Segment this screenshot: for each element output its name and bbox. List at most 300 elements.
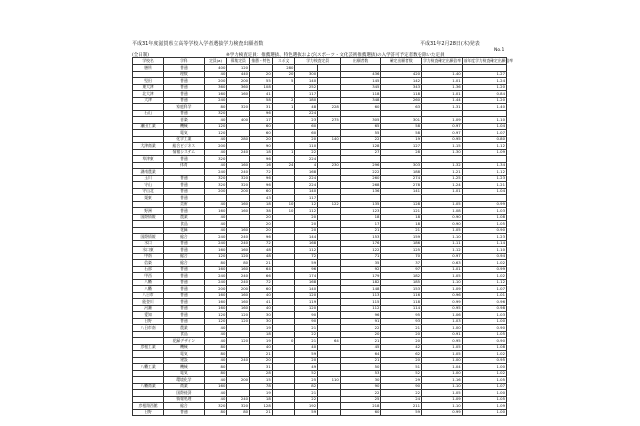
- cap-total-cell: 40: [204, 71, 227, 78]
- dept-cell: 普通: [164, 299, 205, 306]
- ratio-cell: 1.00: [422, 370, 463, 377]
- dept-cell: 食品: [164, 221, 205, 228]
- cap-exam-cell: 22: [295, 396, 318, 403]
- cap-exam-cell: 140: [295, 78, 318, 85]
- ratio-cell: 1.05: [422, 227, 463, 234]
- fixed-cell: 93: [381, 318, 422, 325]
- cap-total-cell: 160: [204, 383, 227, 390]
- ratio-cell: 1.11: [422, 240, 463, 247]
- school-cell: 堅田: [133, 78, 164, 85]
- dept-cell: 総合: [164, 234, 205, 241]
- school-cell: 北大津: [133, 91, 164, 98]
- fixed-cell: 95: [381, 312, 422, 319]
- ratio-prev-cell: 1.01: [462, 292, 506, 299]
- cap-sp-cell: 280: [272, 65, 295, 72]
- cap-total-cell: 160: [204, 91, 227, 98]
- dept-cell: 電気: [164, 370, 205, 377]
- fixed-cell: 420: [381, 71, 422, 78]
- cap-cell: 120: [227, 318, 250, 325]
- cap-total-cell: 320: [204, 403, 227, 410]
- ratio-cell: 1.06: [422, 312, 463, 319]
- cap-exam-cell: 20: [295, 136, 318, 143]
- school-cell: 東大津: [133, 84, 164, 91]
- applicants-cell: 115: [340, 299, 381, 306]
- applicants-cell: 348: [340, 97, 381, 104]
- fixed-cell: 186: [381, 240, 422, 247]
- school-cell: 国際情報: [133, 234, 164, 241]
- dept-cell: 農業: [164, 214, 205, 221]
- applicants-cell: 153: [340, 234, 381, 241]
- applicants-cell: 22: [340, 136, 381, 143]
- col-cap-total: 定員(a): [204, 58, 227, 65]
- ratio-prev-cell: 1.03: [462, 208, 506, 215]
- cap-rec-cell: 96: [250, 175, 273, 182]
- cap-rec-cell: 48: [250, 253, 273, 260]
- ratio-cell: 1.10: [422, 383, 463, 390]
- cap-cell: 240: [227, 149, 250, 156]
- col-cap-rec: 推薦・特色: [251, 58, 271, 63]
- dept-cell: 普通: [164, 292, 205, 299]
- fixed-cell: 278: [381, 182, 422, 189]
- school-cell: 彦根翔西館: [133, 403, 164, 410]
- cap-sp-cell: 1: [272, 149, 295, 156]
- ratio-cell: 1.24: [422, 182, 463, 189]
- school-cell: 草津東: [133, 156, 164, 163]
- cap-cell: 240: [227, 357, 250, 364]
- ratio-cell: 1.16: [422, 377, 463, 384]
- applicants-cell: 128: [340, 143, 381, 150]
- col-cap: 募集定員: [227, 58, 250, 65]
- dept-cell: 普通: [164, 286, 205, 293]
- cap-exam-cell: 59: [295, 260, 318, 267]
- table-header-row: [133, 58, 507, 65]
- fixed-cell: 159: [381, 234, 422, 241]
- cap-sp-cell: 5: [272, 78, 295, 85]
- cap-cell: 160: [227, 299, 250, 306]
- dept-cell: 国際経済: [164, 390, 205, 397]
- ratio-cell: 1.25: [422, 175, 463, 182]
- fixed-cell: 51: [381, 364, 422, 371]
- ratio-prev-cell: 1.07: [462, 383, 506, 390]
- cap-cell: 240: [227, 279, 250, 286]
- school-cell: 玉川: [133, 175, 164, 182]
- ratio-prev-cell: 1.02: [462, 273, 506, 280]
- cap-rec-cell: 20: [250, 71, 273, 78]
- cap-total-cell: 80: [204, 364, 227, 371]
- fixed-cell: 274: [381, 175, 422, 182]
- school-cell: 野洲: [133, 208, 164, 215]
- ratio-prev-cell: 1.02: [462, 260, 506, 267]
- applicants-cell: 90: [340, 383, 381, 390]
- cap-total-cell: 240: [204, 273, 227, 280]
- cap-exam-cell: 21: [295, 338, 318, 345]
- dept-cell: 家庭科学: [164, 104, 205, 111]
- cap-rec-cell: 48: [250, 247, 273, 254]
- ratio-cell: 0.99: [422, 299, 463, 306]
- ratio-cell: 1.36: [422, 84, 463, 91]
- applicants-cell: 21: [340, 338, 381, 345]
- cap-cell: 400: [227, 117, 250, 124]
- applicants-cell: 123: [340, 208, 381, 215]
- cap-total-cell: 320: [204, 156, 227, 163]
- school-cell: 水口東: [133, 247, 164, 254]
- cap-cell: 160: [227, 266, 250, 273]
- applicants-cell: 112: [340, 305, 381, 312]
- exam-capacity-note: ※学力検査定員：推薦選抜、特色選抜および(スポーツ・文化芸術推薦選抜)の入学許可予定者数を除いた定員: [226, 53, 445, 58]
- ratio-cell: 1.01: [422, 78, 463, 85]
- school-cell: 八日市: [133, 292, 164, 299]
- cap-exam-sum-cell: 275: [318, 117, 341, 124]
- cap-exam-sum-cell: [318, 409, 341, 416]
- school-cell: 八幡商業: [133, 383, 164, 390]
- dept-cell: 普通: [164, 65, 205, 72]
- dept-cell: 美術: [164, 201, 205, 208]
- page-number: No.1: [494, 48, 505, 53]
- dept-cell: 普通: [164, 409, 205, 416]
- cap-total-cell: 80: [204, 260, 227, 267]
- ratio-prev-cell: 1.03: [462, 312, 506, 319]
- ratio-prev-cell: 1.40: [462, 104, 506, 111]
- school-cell: 守山北: [133, 188, 164, 195]
- dept-cell: 普通: [164, 188, 205, 195]
- cap-exam-cell: 21: [295, 325, 318, 332]
- dept-cell: 普通: [164, 312, 205, 319]
- cap-total-cell: 40: [204, 136, 227, 143]
- cap-exam-cell: 72: [295, 253, 318, 260]
- fixed-cell: 70: [381, 253, 422, 260]
- cap-total-cell: 40: [204, 390, 227, 397]
- dept-cell: 普通: [164, 318, 205, 325]
- ratio-prev-cell: 0.99: [462, 266, 506, 273]
- cap-rec-cell: 96: [250, 182, 273, 189]
- ratio-prev-cell: 1.05: [462, 396, 506, 403]
- cap-cell: 320: [227, 175, 250, 182]
- cap-total-cell: 320: [204, 110, 227, 117]
- fixed-cell: 90: [381, 383, 422, 390]
- cap-total-cell: 160: [204, 299, 227, 306]
- cap-cell: 280: [227, 136, 250, 143]
- cap-rec-cell: 41: [250, 299, 273, 306]
- cap-exam-cell: 168: [295, 169, 318, 176]
- cap-sp-cell: 10: [272, 201, 295, 208]
- fixed-cell: 118: [381, 299, 422, 306]
- applicants-cell: 260: [340, 175, 381, 182]
- fixed-cell: 18: [381, 221, 422, 228]
- cap-exam-cell: 52: [295, 370, 318, 377]
- school-cell: 大津商業: [133, 143, 164, 150]
- ratio-cell: 1.21: [422, 169, 463, 176]
- applicants-cell: 268: [340, 182, 381, 189]
- ratio-prev-cell: 1.08: [462, 344, 506, 351]
- fixed-cell: 62: [381, 351, 422, 358]
- applicants-cell: 55: [340, 130, 381, 137]
- fixed-cell: 20: [381, 331, 422, 338]
- school-cell: 八幡: [133, 279, 164, 286]
- cap-exam-cell: 82: [295, 383, 318, 390]
- col-ratio: 学力検査確定出願倍率: [423, 58, 462, 63]
- cap-rec-cell: 18: [250, 149, 273, 156]
- dept-cell: 普通: [164, 78, 205, 85]
- applicants-cell: 145: [340, 78, 381, 85]
- ratio-prev-cell: 1.02: [462, 351, 506, 358]
- fixed-cell: 21: [381, 325, 422, 332]
- cap-total-cell: 120: [204, 253, 227, 260]
- cap-rec-cell: 108: [250, 84, 273, 91]
- fixed-cell: 128: [381, 201, 422, 208]
- dept-cell: 食品: [164, 331, 205, 338]
- ratio-cell: 0.97: [422, 130, 463, 137]
- applicants-cell: 91: [340, 318, 381, 325]
- ratio-cell: 1.12: [422, 247, 463, 254]
- fixed-cell: 188: [381, 169, 422, 176]
- ratio-cell: 1.00: [422, 325, 463, 332]
- dept-cell: 普通: [164, 110, 205, 117]
- cap-rec-cell: 20: [250, 221, 273, 228]
- cap-total-cell: 400: [204, 65, 227, 72]
- cap-total-cell: 80: [204, 409, 227, 416]
- cap-cell: 320: [227, 104, 250, 111]
- cap-rec-cell: 58: [250, 97, 273, 104]
- cap-total-cell: 120: [204, 318, 227, 325]
- ratio-cell: 1.01: [422, 266, 463, 273]
- school-cell: 石部: [133, 266, 164, 273]
- cap-exam-cell: 25: [295, 377, 318, 384]
- applicants-cell: 25: [340, 396, 381, 403]
- ratio-cell: 1.04: [422, 364, 463, 371]
- cap-rec-cell: 96: [250, 156, 273, 163]
- fixed-cell: 211: [381, 403, 422, 410]
- cap-rec-cell: 43: [250, 195, 273, 202]
- school-cell: 石山: [133, 110, 164, 117]
- cap-rec-cell: 15: [250, 377, 273, 384]
- dept-cell: 機械: [164, 123, 205, 130]
- dept-cell: 普通: [164, 97, 205, 104]
- school-cell: 八幡工業: [133, 364, 164, 371]
- cap-rec-cell: 20: [250, 214, 273, 221]
- cap-total-cell: 200: [204, 143, 227, 150]
- dept-cell: 普通: [164, 279, 205, 286]
- school-cell: 河瀬: [133, 305, 164, 312]
- ratio-cell: 1.10: [422, 403, 463, 410]
- ratio-cell: 0.63: [422, 260, 463, 267]
- cap-exam-cell: 192: [295, 403, 318, 410]
- cap-total-cell: 320: [204, 182, 227, 189]
- cap-rec-cell: 66: [250, 273, 273, 280]
- cap-rec-cell: 72: [250, 279, 273, 286]
- dept-cell: 花緑デザイン: [164, 338, 205, 345]
- dept-cell: 電気: [164, 351, 205, 358]
- cap-exam-cell: 4: [295, 162, 318, 169]
- ratio-prev-cell: 1.05: [462, 331, 506, 338]
- applicants-cell: 20: [340, 331, 381, 338]
- dept-cell: 普通: [164, 208, 205, 215]
- cap-exam-sum-cell: 140: [318, 136, 341, 143]
- cap-rec-cell: 31: [250, 104, 273, 111]
- col-cap-exam: 学力検査定員: [295, 58, 340, 65]
- ratio-cell: 0.95: [422, 305, 463, 312]
- cap-total-cell: 120: [204, 130, 227, 137]
- applicants-cell: 135: [340, 201, 381, 208]
- cap-rec-cell: 41: [250, 91, 273, 98]
- cap-total-cell: 320: [204, 175, 227, 182]
- fixed-cell: 22: [381, 390, 422, 397]
- ratio-prev-cell: 0.84: [462, 91, 506, 98]
- ratio-cell: 1.09: [422, 286, 463, 293]
- applicants-cell: 17: [340, 221, 381, 228]
- ratio-prev-cell: 1.00: [462, 390, 506, 397]
- cap-exam-cell: 224: [295, 156, 318, 163]
- cap-sp-cell: [272, 409, 295, 416]
- cap-rec-cell: 60: [250, 286, 273, 293]
- applicants-cell: 122: [340, 247, 381, 254]
- school-cell: 八幡: [133, 286, 164, 293]
- ratio-cell: 0.90: [422, 221, 463, 228]
- dept-cell: 普通: [164, 91, 205, 98]
- applicants-cell: 436: [340, 71, 381, 78]
- cap-rec-cell: 40: [250, 344, 273, 351]
- cap-sp-cell: 20: [272, 71, 295, 78]
- fixed-cell: 118: [381, 91, 422, 98]
- cap-rec-cell: 20: [250, 227, 273, 234]
- school-cell: 彦根工業: [133, 344, 164, 351]
- cap-exam-cell: 22: [295, 149, 318, 156]
- applicants-cell: 113: [340, 292, 381, 299]
- applicants-cell: 22: [340, 325, 381, 332]
- cap-cell: 240: [227, 396, 250, 403]
- ratio-prev-cell: 1.09: [462, 403, 506, 410]
- cap-exam-cell: 20: [295, 221, 318, 228]
- cap-rec-cell: 21: [250, 260, 273, 267]
- cap-exam-cell: 60: [295, 123, 318, 130]
- ratio-cell: 1.30: [422, 149, 463, 156]
- fixed-cell: 29: [381, 377, 422, 384]
- cap-rec-cell: 21: [250, 351, 273, 358]
- dept-cell: 情報処理: [164, 396, 205, 403]
- cap-total-cell: 40: [204, 227, 227, 234]
- cap-exam-cell: 140: [295, 286, 318, 293]
- ratio-prev-cell: 0.96: [462, 299, 506, 306]
- cap-rec-cell: 30: [250, 318, 273, 325]
- ratio-cell: 1.32: [422, 162, 463, 169]
- cap-exam-cell: 22: [295, 331, 318, 338]
- cap-exam-cell: 112: [295, 247, 318, 254]
- ratio-cell: 1.10: [422, 279, 463, 286]
- fixed-cell: 19: [381, 136, 422, 143]
- cap-total-cell: 80: [204, 370, 227, 377]
- ratio-cell: 1.09: [422, 396, 463, 403]
- cap-total-cell: 40: [204, 357, 227, 364]
- ratio-cell: 1.05: [422, 390, 463, 397]
- fixed-cell: 58: [381, 123, 422, 130]
- ratio-prev-cell: 0.80: [462, 136, 506, 143]
- applicants-table: [132, 57, 514, 416]
- cap-exam-cell: 168: [295, 279, 318, 286]
- cap-exam-cell: 120: [295, 292, 318, 299]
- applicants-cell: 148: [340, 286, 381, 293]
- applicants-cell: 50: [340, 364, 381, 371]
- ratio-prev-cell: 1.00: [462, 409, 506, 416]
- applicants-cell: 345: [340, 84, 381, 91]
- ratio-prev-cell: 0.94: [462, 253, 506, 260]
- ratio-prev-cell: 1.09: [462, 149, 506, 156]
- cap-total-cell: 240: [204, 279, 227, 286]
- ratio-prev-cell: 1.12: [462, 169, 506, 176]
- cap-total-cell: 120: [204, 123, 227, 130]
- ratio-cell: 0.95: [422, 338, 463, 345]
- col-cap-sp: スポ文: [272, 58, 295, 65]
- applicants-cell: 71: [340, 253, 381, 260]
- applicants-cell: 60: [340, 409, 381, 416]
- ratio-prev-cell: 1.07: [462, 130, 506, 137]
- cap-rec-cell: 72: [250, 169, 273, 176]
- cap-rec-cell: 60: [250, 123, 273, 130]
- cap-cell: 120: [227, 312, 250, 319]
- cap-sp-cell: 10: [272, 208, 295, 215]
- cap-total-cell: 80: [204, 351, 227, 358]
- cap-cell: 200: [227, 286, 250, 293]
- ratio-cell: 0.97: [422, 253, 463, 260]
- cap-total-cell: 200: [204, 286, 227, 293]
- cap-sp-cell: 2: [272, 97, 295, 104]
- ratio-prev-cell: 1.08: [462, 214, 506, 221]
- cap-exam-sum-cell: 122: [318, 201, 341, 208]
- col-applicants: 出願者数: [340, 58, 381, 65]
- section-label: (全日制): [132, 53, 150, 58]
- applicants-cell: 296: [340, 162, 381, 169]
- col-school: 学校名: [133, 58, 164, 65]
- cap-exam-cell: 59: [295, 409, 318, 416]
- cap-exam-cell: 180: [295, 97, 318, 104]
- cap-cell: 360: [227, 84, 250, 91]
- fixed-cell: 59: [381, 409, 422, 416]
- cap-exam-cell: 21: [295, 390, 318, 397]
- applicants-cell: 222: [340, 169, 381, 176]
- dept-cell: 機械: [164, 364, 205, 371]
- applicants-cell: 92: [340, 266, 381, 273]
- dept-cell: 普通: [164, 84, 205, 91]
- cap-cell: 200: [227, 188, 250, 195]
- ratio-prev-cell: 1.21: [462, 182, 506, 189]
- cap-cell: 200: [227, 78, 250, 85]
- cap-sp-cell: 24: [272, 162, 295, 169]
- cap-exam-cell: 20: [295, 227, 318, 234]
- applicants-cell: 21: [340, 227, 381, 234]
- cap-cell: 320: [227, 403, 250, 410]
- dept-cell: 電気: [164, 130, 205, 137]
- ratio-prev-cell: 0.90: [462, 338, 506, 345]
- dept-cell: 環境化学: [164, 377, 205, 384]
- dept-cell: 総合: [164, 253, 205, 260]
- fixed-cell: 301: [381, 117, 422, 124]
- cap-cell: 240: [227, 234, 250, 241]
- applicants-cell: 35: [340, 260, 381, 267]
- cap-exam-cell: 12: [295, 201, 318, 208]
- fixed-cell: 121: [381, 208, 422, 215]
- cap-total-cell: 40: [204, 162, 227, 169]
- ratio-prev-cell: 0.90: [462, 325, 506, 332]
- ratio-cell: 1.15: [422, 143, 463, 150]
- cap-exam-sum-cell: 230: [318, 162, 341, 169]
- cap-exam-cell: 48: [295, 104, 318, 111]
- publish-date: 平成31年2月28日(木)発表: [420, 41, 480, 47]
- applicants-cell: 53: [340, 370, 381, 377]
- school-cell: 水口: [133, 240, 164, 247]
- applicants-cell: 305: [340, 117, 381, 124]
- school-cell: 国際情報: [133, 214, 164, 221]
- table-body: [133, 65, 507, 416]
- applicants-cell: 218: [340, 403, 381, 410]
- cap-total-cell: 40: [204, 201, 227, 208]
